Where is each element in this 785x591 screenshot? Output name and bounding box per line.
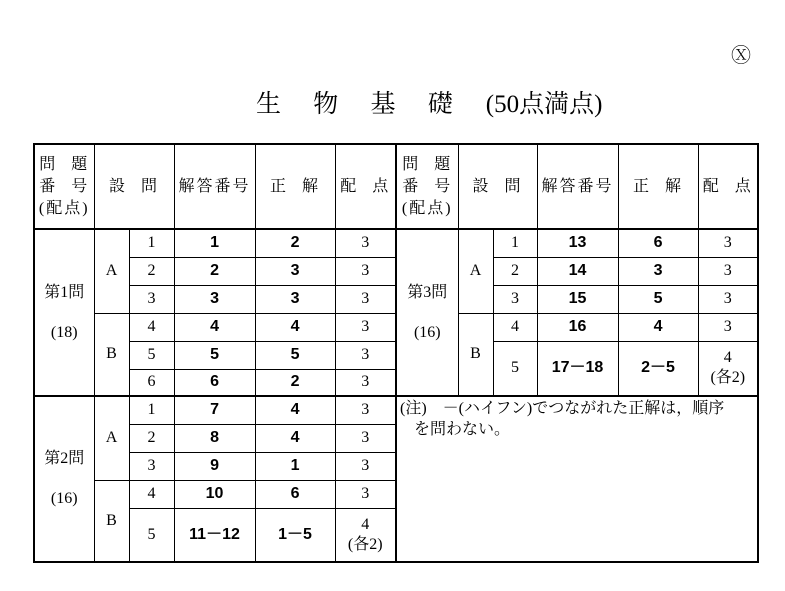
score: 3 xyxy=(335,229,396,257)
answer-number: 13 xyxy=(537,229,618,257)
problem-2-part-a: A xyxy=(94,396,129,480)
correct-answer: 1－5 xyxy=(255,508,335,562)
answer-key-table xyxy=(33,143,759,563)
answer-number: 10 xyxy=(174,480,255,508)
problem-1-label: 第1問 xyxy=(44,283,85,301)
question-number: 4 xyxy=(129,480,174,508)
header-problem-number xyxy=(34,144,94,229)
score-value: 4 xyxy=(723,349,732,367)
problem-3-label: 第3問 xyxy=(407,283,448,301)
problem-3-points: (16) xyxy=(413,323,441,341)
score: 3 xyxy=(335,313,396,341)
problem-2-cell xyxy=(34,396,94,562)
header-problem-line-3: (配点) xyxy=(401,199,453,217)
question-number: 5 xyxy=(129,508,174,562)
question-number: 1 xyxy=(129,396,174,424)
header-row xyxy=(34,144,758,229)
score xyxy=(698,341,758,396)
header-question: 設 問 xyxy=(94,144,174,229)
header-problem-line-1: 問 題 xyxy=(39,155,90,173)
header-problem-number-right xyxy=(396,144,458,229)
correct-answer: 4 xyxy=(618,313,698,341)
problem-1-part-a: A xyxy=(94,229,129,313)
score xyxy=(335,508,396,562)
note-cell xyxy=(396,396,758,562)
answer-number: 17－18 xyxy=(537,341,618,396)
score-value: 4 xyxy=(361,515,370,533)
answer-number: 3 xyxy=(174,285,255,313)
correct-answer: 5 xyxy=(618,285,698,313)
question-number: 3 xyxy=(129,452,174,480)
question-number: 5 xyxy=(129,341,174,369)
correct-answer: 3 xyxy=(255,285,335,313)
header-correct-answer-right: 正 解 xyxy=(618,144,698,229)
question-number: 4 xyxy=(493,313,537,341)
question-number: 6 xyxy=(129,369,174,396)
score: 3 xyxy=(335,480,396,508)
score: 3 xyxy=(335,424,396,452)
correct-answer: 5 xyxy=(255,341,335,369)
question-number: 4 xyxy=(129,313,174,341)
score: 3 xyxy=(698,229,758,257)
header-problem-line-2: 番 号 xyxy=(39,177,90,195)
correct-answer: 4 xyxy=(255,396,335,424)
score: 3 xyxy=(335,341,396,369)
total-points: (50点満点) xyxy=(485,91,603,118)
correct-answer: 4 xyxy=(255,313,335,341)
note-line-1: (注) －(ハイフン)でつながれた正解は，順序 xyxy=(400,400,725,417)
problem-3-part-a: A xyxy=(458,229,493,313)
header-problem-line-1: 問 題 xyxy=(402,155,453,173)
question-number: 3 xyxy=(129,285,174,313)
problem-2-label: 第2問 xyxy=(44,450,85,467)
header-problem-line-2: 番 号 xyxy=(402,177,453,195)
correct-answer: 3 xyxy=(255,257,335,285)
question-number: 1 xyxy=(129,229,174,257)
header-question-right: 設 問 xyxy=(458,144,537,229)
answer-number: 15 xyxy=(537,285,618,313)
score: 3 xyxy=(698,257,758,285)
question-number: 2 xyxy=(493,257,537,285)
score: 3 xyxy=(698,285,758,313)
score: 3 xyxy=(335,257,396,285)
table-row xyxy=(34,229,758,257)
question-number: 2 xyxy=(129,424,174,452)
correct-answer: 4 xyxy=(255,424,335,452)
question-number: 5 xyxy=(493,341,537,396)
score: 3 xyxy=(698,313,758,341)
problem-1-part-b: B xyxy=(94,313,129,396)
answer-number: 9 xyxy=(174,452,255,480)
question-number: 1 xyxy=(493,229,537,257)
subject-title: 生 物 基 礎 xyxy=(256,91,464,118)
score-breakdown: (各2) xyxy=(347,535,383,553)
page-title xyxy=(256,90,602,120)
problem-2-part-b: B xyxy=(94,480,129,562)
corner-mark-x: Ⓧ xyxy=(731,43,751,67)
header-answer-number-right: 解答番号 xyxy=(537,144,618,229)
correct-answer: 2 xyxy=(255,229,335,257)
question-number: 2 xyxy=(129,257,174,285)
header-problem-line-3: (配点) xyxy=(38,199,90,217)
score: 3 xyxy=(335,285,396,313)
correct-answer: 3 xyxy=(618,257,698,285)
header-score-right: 配 点 xyxy=(698,144,758,229)
correct-answer: 6 xyxy=(618,229,698,257)
correct-answer: 1 xyxy=(255,452,335,480)
answer-number: 7 xyxy=(174,396,255,424)
correct-answer: 6 xyxy=(255,480,335,508)
table-row xyxy=(34,396,758,424)
score: 3 xyxy=(335,452,396,480)
problem-1-cell xyxy=(34,229,94,396)
answer-number: 8 xyxy=(174,424,255,452)
answer-number: 4 xyxy=(174,313,255,341)
note-line-2: を問わない。 xyxy=(414,421,511,438)
score: 3 xyxy=(335,396,396,424)
answer-number: 5 xyxy=(174,341,255,369)
question-number: 3 xyxy=(493,285,537,313)
header-score: 配 点 xyxy=(335,144,396,229)
problem-2-points: (16) xyxy=(50,490,78,507)
header-correct-answer: 正 解 xyxy=(255,144,335,229)
answer-number: 2 xyxy=(174,257,255,285)
correct-answer: 2－5 xyxy=(618,341,698,396)
problem-3-cell xyxy=(396,229,458,396)
header-answer-number: 解答番号 xyxy=(174,144,255,229)
answer-number: 6 xyxy=(174,369,255,396)
score-breakdown: (各2) xyxy=(710,369,746,387)
answer-number: 11－12 xyxy=(174,508,255,562)
answer-number: 14 xyxy=(537,257,618,285)
answer-number: 1 xyxy=(174,229,255,257)
problem-1-points: (18) xyxy=(50,323,78,341)
problem-3-part-b: B xyxy=(458,313,493,396)
correct-answer: 2 xyxy=(255,369,335,396)
score: 3 xyxy=(335,369,396,396)
answer-number: 16 xyxy=(537,313,618,341)
